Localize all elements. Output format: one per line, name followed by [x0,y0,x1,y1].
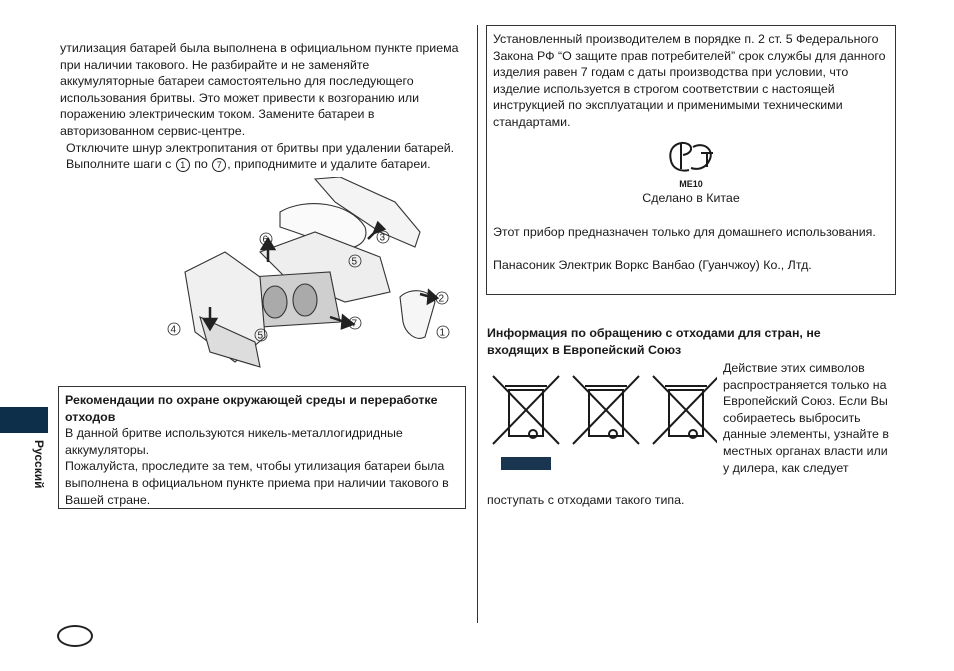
fig-label-3: 3 [379,232,386,244]
waste-body: Действие этих символов распространяется только на Европейский Союз. Если Вы собираетесь выбросить данные элементы, узнайте в местных органах власти или у дилера, как следует [723,361,889,475]
fig-label-6: 6 [262,234,269,246]
eco-title: Рекомендации по охране окружающей среды и переработке отходов [65,393,438,424]
crossed-bin-icon [573,376,639,444]
fig-label-2: 2 [438,293,445,305]
step-number-7: 7 [212,158,226,172]
language-tab [0,407,48,433]
intro-paragraph [60,40,460,173]
page-number-oval [57,625,93,647]
made-in-text: Сделано в Китае [642,191,740,206]
manufacturer-text: Панасоник Электрик Воркс Ванбао (Гуанчжоу) Ко., Лтд. [493,258,812,273]
language-tab-label: Русский [32,440,46,489]
intro-text: утилизация батарей была выполнена в официальном пункте приема при наличии такового. Не разбирайте и не заменяйте аккумуляторные батареи самостоятельно для последующего использования бритвы. Это может привести к возгоранию или поражению электрическим током. Замените батареи в авторизованном сервис-центре. [60,41,459,138]
step-number-1: 1 [176,158,190,172]
rst-certification-icon [665,139,717,175]
disassembly-illustration [165,177,460,372]
waste-body-end: поступать с отходами такого типа. [487,493,685,507]
step-remove: Выполните шаги с 1 по 7 , приподнимите и удалите батареи. [66,157,431,172]
fig-label-4: 4 [170,324,177,336]
waste-title: Информация по обращению с отходами для стран, не входящих в Европейский Союз [487,326,821,357]
crossed-bin-icon [653,376,717,444]
cert-code: ME10 [679,179,703,190]
crossed-bin-icon [493,376,559,444]
fig-label-5b: 5 [257,330,264,342]
domestic-use-text: Этот прибор предназначен только для домашнего использования. [493,224,876,239]
step-unplug: Отключите шнур электропитания от бритвы при удалении батарей. [66,140,455,155]
bin-underline-bar [501,457,551,470]
fig-label-1: 1 [439,327,446,339]
fig-label-5a: 5 [351,256,358,268]
eco-recommendations-box [58,386,466,509]
eco-body-2: Пожалуйста, проследите за тем, чтобы утилизация батареи была выполнена в официальном пункте приема при наличии такового в Вашей стране. [65,459,449,507]
service-life-box [486,25,896,295]
fig-label-7: 7 [351,318,358,330]
service-life-text: Установленный производителем в порядке п. 2 ст. 5 Федерального Закона РФ “О защите прав потребителей” срок службы для данного изделия равен 7 годам с даты производства при условии, что изделие используется в строгом соответствии с настоящей инструкцией по эксплуатации и применимыми техническими стандартами. [493,32,886,129]
eco-body-1: В данной бритве используются никель-металлогидридные аккумуляторы. [65,426,403,457]
column-divider [477,25,478,623]
